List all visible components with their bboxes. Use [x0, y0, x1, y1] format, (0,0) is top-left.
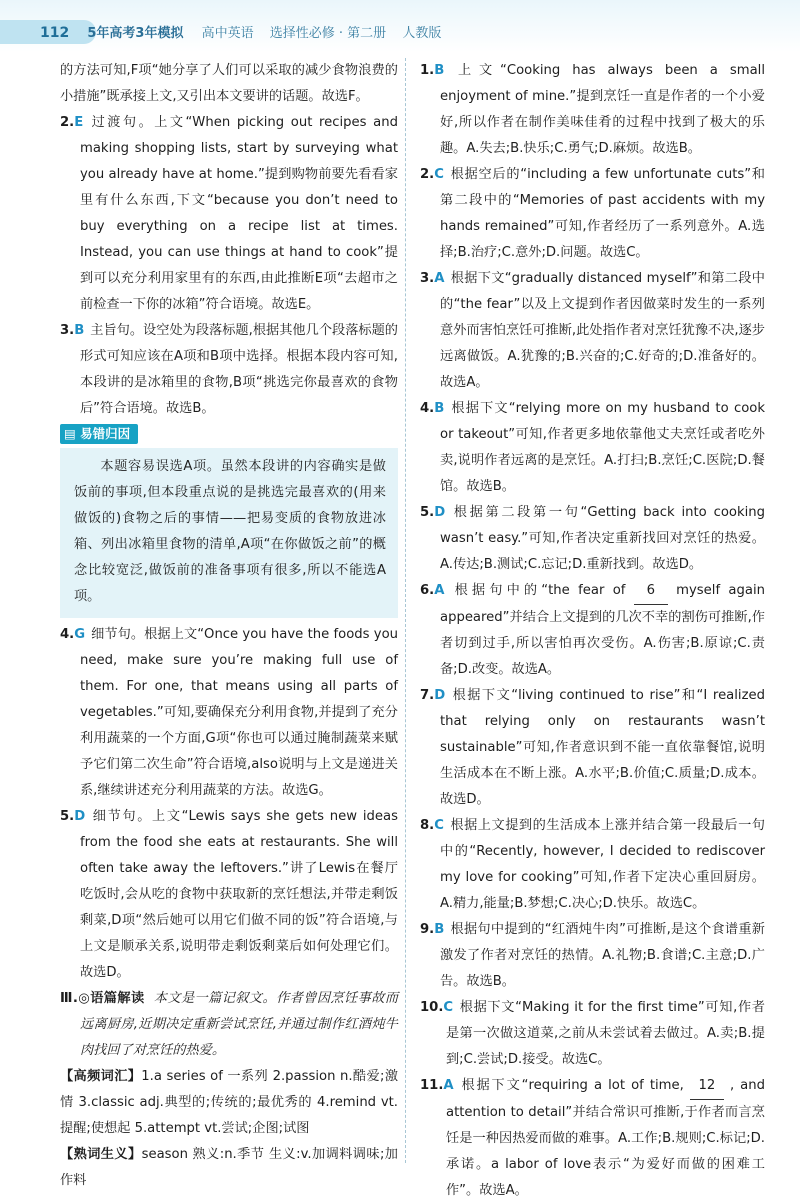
- newmeaning-text: season 熟义:n.季节 生义:v.加调料调味;加作料: [60, 1147, 398, 1188]
- section-3-reading: [60, 986, 398, 1064]
- explanation-pre: 根据句中的“the fear of: [450, 583, 626, 598]
- item-number: 4.: [60, 627, 75, 642]
- intro-paragraph: 的方法可知,F项“她分享了人们可以采取的减少食物浪费的小措施”既承接上文,又引出本文要讲的话题。故选F。: [60, 63, 398, 104]
- item-number: 5.: [420, 505, 435, 520]
- answer-letter: B: [434, 63, 445, 78]
- item-number: 10.: [420, 1000, 444, 1015]
- explanation: 根据下文“living continued to rise”和“I realized that relying only on restaurants wasn’t sustainable”可知,作者意识到不能一直依靠餐馆,说明生活成本在不断上涨。A.水平;B.价值;C.质量;D.成本。故选D。: [440, 688, 765, 807]
- item-number: 3.: [420, 271, 435, 286]
- answer-4: [60, 622, 398, 804]
- item-number: 7.: [420, 688, 435, 703]
- explanation-post: myself again appeared”并结合上文提到的几次不幸的割伤可推断,作者切到过手,所以害怕再次受伤。A.伤害;B.原谅;C.责备;D.改变。故选A。: [440, 583, 765, 677]
- item-number: 9.: [420, 922, 435, 937]
- item-number: 1.: [420, 63, 435, 78]
- answer-letter: B: [74, 323, 85, 338]
- blank-number: 12: [690, 1073, 724, 1100]
- page-header: [0, 0, 800, 52]
- answer-r1: [420, 58, 765, 162]
- item-number: 11.: [420, 1078, 444, 1093]
- explanation: 根据句中提到的“红酒炖牛肉”可推断,是这个食谱重新激发了作者对烹饪的热情。A.礼物;B.食谱;C.主意;D.广告。故选B。: [440, 922, 765, 989]
- section-summary: 本文是一篇记叙文。作者曾因烹饪事故而远离厨房,近期决定重新尝试烹饪,并通过制作红酒炖牛肉找回了对烹饪的热爱。: [80, 991, 399, 1058]
- item-number: 8.: [420, 818, 435, 833]
- edition: 人教版: [402, 26, 442, 41]
- explanation: 根据空后的“including a few unfortunate cuts”和第二段中的“Memories of past accidents with my hands remained”可知,作者经历了一系列意外。A.选择;B.治疗;C.意外;D.问题。故选C。: [440, 167, 765, 260]
- item-number: 4.: [420, 401, 435, 416]
- left-column: [60, 58, 398, 1194]
- note-icon: ▤: [64, 426, 81, 441]
- answer-letter: D: [434, 505, 446, 520]
- answer-r10: [420, 995, 765, 1073]
- explanation: 细节句。根据上文“Once you have the foods you need, make sure you’re making full use of them. For one, that means using all parts of vegetables.”可知,要确保充分利用食物,并提到了充分利用蔬菜的一个方面,G项“你也可以通过腌制蔬菜来赋予它们第二次生命”符合语境,also说明与上文是递进关系,继续讲述充分利用蔬菜的方法。故选G。: [80, 627, 398, 798]
- vocab-high-frequency: [60, 1064, 398, 1142]
- volume: 选择性必修 · 第二册: [269, 26, 387, 41]
- answer-letter: A: [434, 583, 445, 598]
- answer-r8: [420, 813, 765, 917]
- right-column: [420, 58, 765, 1204]
- answer-letter: C: [443, 1000, 454, 1015]
- column-divider: [405, 58, 406, 1163]
- answer-letter: C: [434, 818, 444, 833]
- explanation-post: , and attention to detail”并结合常识可推断,于作者而言烹饪是一种因热爱而做的难事。A.工作;B.规则;C.标记;D.承诺。a labor of love表示“为爱好而做的困难工作”。故选A。: [446, 1078, 765, 1198]
- error-note-box: [60, 448, 398, 618]
- error-note-label: ▤ 易错归因: [60, 424, 138, 444]
- item-number: 3.: [60, 323, 75, 338]
- answer-letter: G: [74, 627, 86, 642]
- item-number: 5.: [60, 809, 75, 824]
- answer-3: [60, 318, 398, 422]
- answer-r5: [420, 500, 765, 578]
- header-text: [40, 22, 453, 44]
- explanation: 细节句。上文“Lewis says she gets new ideas from the food she eats at restaurants. She will often take away the leftovers.”讲了Lewis在餐厅吃饭时,会从吃的食物中获取新的烹饪想法,并带走剩饭剩菜,D项“然后她可以用它们做不同的饭”符合语境,与上文是顺承关系,说明带走剩饭剩菜后如何处理它们。故选D。: [80, 809, 398, 980]
- subject: 高中英语: [201, 26, 254, 41]
- explanation: 根据第二段第一句“Getting back into cooking wasn’t easy.”可知,作者决定重新找回对烹饪的热爱。A.传达;B.测试;C.忘记;D.重新找到。故选D。: [440, 505, 765, 572]
- answer-r9: [420, 917, 765, 995]
- answer-r3: [420, 266, 765, 396]
- page-number: 112: [40, 25, 70, 41]
- answer-5: [60, 804, 398, 986]
- explanation: 主旨句。设空处为段落标题,根据其他几个段落标题的形式可知应该在A项和B项中选择。根据本段内容可知,本段讲的是冰箱里的食物,B项“挑选完你最喜欢的食物后”符合语境。故选B。: [80, 323, 398, 416]
- answer-letter: D: [434, 688, 446, 703]
- explanation: 根据下文“gradually distanced myself”和第二段中的“the fear”以及上文提到作者因做菜时发生的一系列意外而害怕烹饪可推断,此处指作者对烹饪犹豫不决,逐步远离做饭。A.犹豫的;B.兴奋的;C.好奇的;D.准备好的。故选A。: [440, 271, 765, 390]
- answer-letter: B: [434, 922, 445, 937]
- error-note-text: 本题容易误选A项。虽然本段讲的内容确实是做饭前的事项,但本段重点说的是挑选完最喜欢的(用来做饭的)食物之后的事情——把易变质的食物放进冰箱、列出冰箱里食物的清单,A项“在你做饭之前”的概念比较宽泛,做饭前的准备事项有很多,所以不能选A项。: [74, 459, 386, 604]
- blank-number: 6: [634, 578, 668, 605]
- item-number: 2.: [60, 115, 75, 130]
- answer-r2: [420, 162, 765, 266]
- answer-letter: B: [434, 401, 445, 416]
- answer-letter: D: [74, 809, 86, 824]
- book-title: 5年高考3年模拟: [87, 26, 184, 41]
- answer-letter: A: [443, 1078, 454, 1093]
- explanation: 过渡句。上文“When picking out recipes and making shopping lists, start by surveying what you already have at home.”提到购物前要先看看家里有什么东西,下文“because you don’t need to buy everything on a recipe list at times. Instead, you can use things at hand to cook”提到可以充分利用家里有的东西,由此推断E项“去超市之前检查一下你的冰箱”符合语境。故选E。: [80, 115, 398, 312]
- answer-letter: A: [434, 271, 445, 286]
- answer-r4: [420, 396, 765, 500]
- explanation: 根据上文提到的生活成本上涨并结合第一段最后一句中的“Recently, however, I decided to rediscover my love for cooking”可知,作者下定决心重回厨房。A.精力,能量;B.梦想;C.决心;D.快乐。故选C。: [440, 818, 765, 911]
- vocab-tag: 【高频词汇】: [60, 1069, 142, 1084]
- newmeaning-tag: 【熟词生义】: [60, 1147, 142, 1162]
- answer-r6: [420, 578, 765, 683]
- answer-r7: [420, 683, 765, 813]
- answer-letter: C: [434, 167, 444, 182]
- explanation: 上文“Cooking has always been a small enjoyment of mine.”提到烹饪一直是作者的一个小爱好,所以作者在制作美味佳肴的过程中找到了极大的乐趣。A.失去;B.快乐;C.勇气;D.麻烦。故选B。: [440, 63, 765, 156]
- section-heading: Ⅲ.◎语篇解读: [60, 991, 145, 1006]
- item-number: 6.: [420, 583, 435, 598]
- answer-r11: [420, 1073, 765, 1204]
- answer-letter: E: [74, 115, 84, 130]
- vocab-text: 1.a series of 一系列 2.passion n.酷爱;激情 3.classic adj.典型的;传统的;最优秀的 4.remind vt.提醒;使想起 5.attempt vt.尝试;企图;试图: [60, 1069, 399, 1136]
- explanation: 根据下文“relying more on my husband to cook or takeout”可知,作者更多地依靠他丈夫烹饪或者吃外卖,说明作者远离的是烹饪。A.打扫;B.烹饪;C.医院;D.餐馆。故选B。: [440, 401, 765, 494]
- explanation-pre: 根据下文“requiring a lot of time,: [459, 1078, 684, 1093]
- explanation: 根据下文“Making it for the first time”可知,作者是第一次做这道菜,之前从未尝试着去做过。A.卖;B.提到;C.尝试;D.接受。故选C。: [446, 1000, 765, 1067]
- item-number: 2.: [420, 167, 435, 182]
- answer-2: [60, 110, 398, 318]
- vocab-new-meaning: [60, 1142, 398, 1194]
